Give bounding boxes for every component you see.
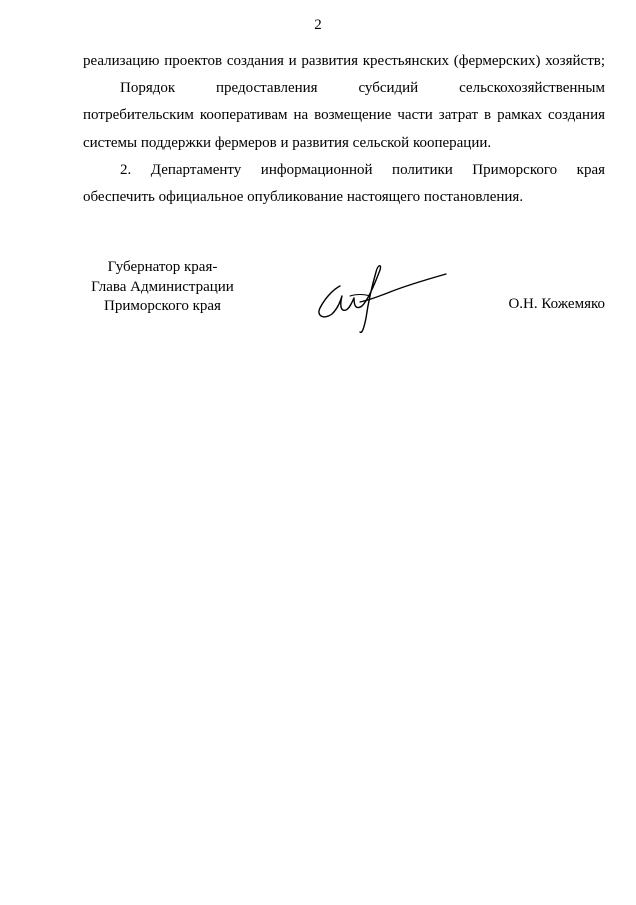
- page-number: 2: [314, 17, 322, 33]
- signatory-title: [80, 258, 245, 317]
- paragraph-line: 2. Департаменту информационной политики Приморского края: [120, 162, 605, 178]
- paragraph-line: Порядок предоставления субсидий сельскохозяйственным: [120, 80, 605, 96]
- paragraph-item-2: [83, 157, 605, 212]
- paragraph-line: потребительским кооперативам на возмещение части затрат в рамках создания: [83, 107, 605, 124]
- paragraph-procedure: [83, 75, 605, 157]
- paragraph-line: обеспечить официальное опубликование настоящего постановления.: [83, 189, 524, 206]
- signatory-name: О.Н. Кожемяко: [508, 296, 605, 312]
- paragraph-continuation: [83, 48, 605, 75]
- paragraph-line: реализацию проектов создания и развития крестьянских (фермерских) хозяйств;: [83, 53, 605, 69]
- signatory-title-line: Губернатор края-: [107, 259, 218, 275]
- handwritten-signature: [310, 256, 450, 336]
- paragraph-line: системы поддержки фермеров и развития сельской кооперации.: [83, 134, 492, 151]
- signatory-title-line: Глава Администрации: [91, 278, 234, 295]
- signatory-title-line: Приморского края: [104, 298, 221, 314]
